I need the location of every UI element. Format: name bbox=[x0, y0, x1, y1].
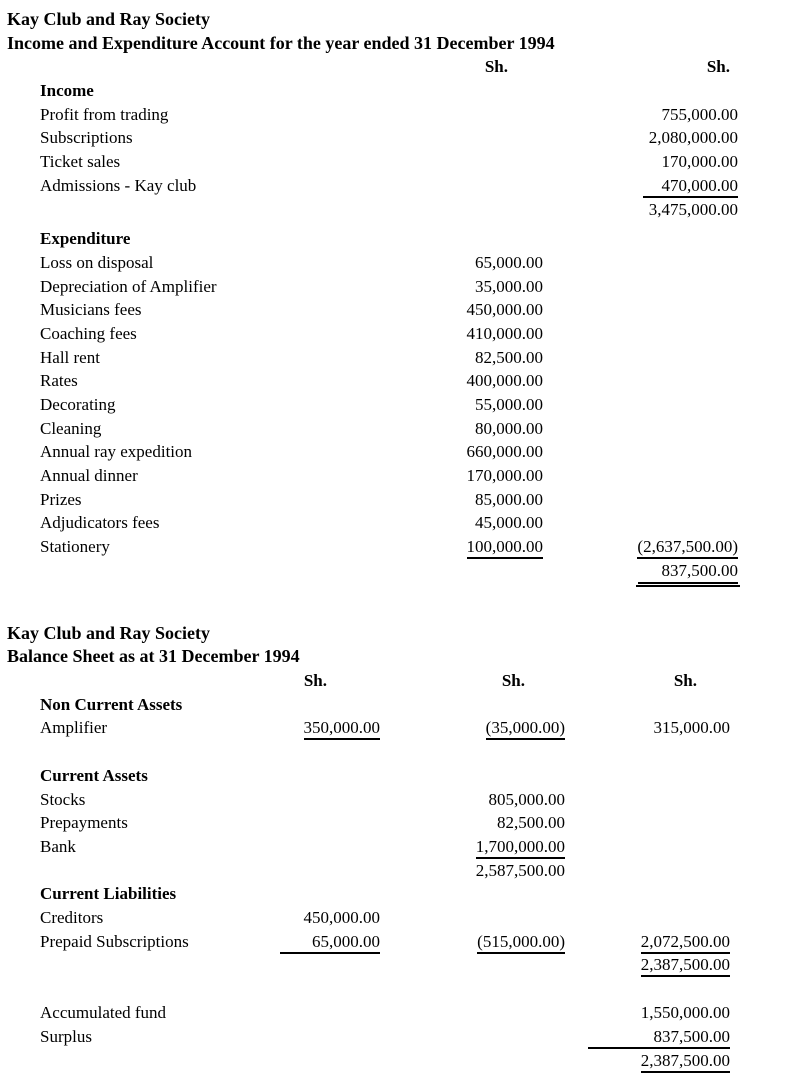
row-label: Depreciation of Amplifier bbox=[40, 276, 217, 296]
row-label: Subscriptions bbox=[40, 128, 133, 148]
table-row bbox=[7, 322, 793, 346]
row-amount: 45,000.00 bbox=[475, 513, 543, 533]
table-row bbox=[7, 150, 793, 174]
table-row bbox=[7, 251, 793, 275]
row-amount: 400,000.00 bbox=[466, 371, 543, 391]
non-current-assets-heading-row bbox=[7, 693, 793, 717]
row-amount-total-ruled: 65,000.00 bbox=[280, 932, 380, 954]
current-assets-heading: Current Assets bbox=[40, 765, 148, 785]
table-row bbox=[7, 417, 793, 441]
income-heading: Income bbox=[40, 81, 94, 101]
row-label: Prepayments bbox=[40, 813, 128, 833]
row-amount: 55,000.00 bbox=[475, 395, 543, 414]
income-total-row bbox=[7, 198, 793, 222]
table-row bbox=[7, 906, 793, 930]
net-current-liabilities-underlined: (515,000.00) bbox=[477, 932, 565, 954]
current-liabilities-heading: Current Liabilities bbox=[40, 884, 177, 904]
financed-total-row bbox=[7, 1049, 793, 1073]
table-row bbox=[7, 103, 793, 127]
surplus-total-row bbox=[7, 559, 793, 583]
current-assets-total: 2,587,500.00 bbox=[475, 860, 565, 880]
currency-header-right: Sh. bbox=[706, 57, 730, 77]
row-amount: 805,000.00 bbox=[488, 789, 565, 809]
row-amount-underlined: 470,000.00 bbox=[643, 176, 738, 198]
amplifier-depreciation-underlined: (35,000.00) bbox=[486, 718, 565, 740]
row-amount: 2,080,000.00 bbox=[648, 128, 738, 148]
balance-total-row bbox=[7, 953, 793, 977]
current-liabilities-heading-row bbox=[7, 882, 793, 906]
table-row bbox=[7, 811, 793, 835]
table-row bbox=[7, 440, 793, 464]
table-row bbox=[7, 298, 793, 322]
table-row bbox=[7, 1001, 793, 1025]
row-label: Annual dinner bbox=[40, 466, 138, 486]
row-label: Ticket sales bbox=[40, 152, 121, 172]
row-label: Decorating bbox=[40, 395, 116, 414]
row-label: Stationery bbox=[40, 537, 110, 557]
currency-header-col1: Sh. bbox=[303, 670, 327, 690]
row-label: Admissions - Kay club bbox=[40, 175, 197, 195]
row-amount: 82,500.00 bbox=[497, 813, 565, 833]
table-row bbox=[7, 535, 793, 559]
balance-sheet-title: Balance Sheet as at 31 December 1994 bbox=[7, 646, 300, 667]
balance-currency-header-row bbox=[7, 669, 793, 693]
row-label: Stocks bbox=[40, 789, 86, 809]
spacer bbox=[7, 55, 398, 79]
row-label: Rates bbox=[40, 371, 78, 391]
table-row bbox=[7, 346, 793, 370]
income-heading-row bbox=[7, 79, 793, 103]
row-amount: 80,000.00 bbox=[475, 418, 543, 438]
row-label: Coaching fees bbox=[40, 323, 137, 343]
row-label: Amplifier bbox=[40, 718, 108, 738]
expenditure-heading-row bbox=[7, 227, 793, 251]
table-row bbox=[7, 488, 793, 512]
row-amount: 450,000.00 bbox=[303, 908, 380, 928]
table-row bbox=[7, 126, 793, 150]
row-amount: 660,000.00 bbox=[466, 442, 543, 462]
income-total: 3,475,000.00 bbox=[648, 199, 738, 219]
table-row bbox=[7, 1025, 793, 1049]
table-row bbox=[7, 835, 793, 859]
table-row bbox=[7, 788, 793, 812]
expenditure-heading: Expenditure bbox=[40, 229, 131, 249]
row-amount-underlined: 100,000.00 bbox=[467, 537, 544, 559]
table-row bbox=[7, 174, 793, 198]
row-amount: 82,500.00 bbox=[475, 347, 543, 367]
income-currency-header-row bbox=[7, 55, 793, 79]
currency-header-col2: Sh. bbox=[501, 670, 525, 690]
balance-total-underlined: 2,387,500.00 bbox=[641, 955, 730, 977]
amplifier-net-book-value: 315,000.00 bbox=[653, 718, 730, 738]
table-row bbox=[7, 464, 793, 488]
row-amount: 65,000.00 bbox=[475, 252, 543, 272]
row-label: Musicians fees bbox=[40, 300, 142, 320]
prepaid-subscriptions-row bbox=[7, 930, 793, 954]
row-label: Profit from trading bbox=[40, 104, 169, 124]
row-label: Bank bbox=[40, 837, 76, 856]
current-assets-total-row bbox=[7, 859, 793, 883]
amplifier-row bbox=[7, 716, 793, 740]
row-label: Annual ray expedition bbox=[40, 442, 193, 462]
surplus-total-double-ruled: 837,500.00 bbox=[638, 561, 738, 584]
row-amount: 410,000.00 bbox=[466, 323, 543, 343]
currency-header-mid: Sh. bbox=[484, 57, 508, 77]
row-label: Surplus bbox=[40, 1026, 92, 1046]
row-label: Cleaning bbox=[40, 418, 102, 438]
row-amount: 450,000.00 bbox=[466, 300, 543, 320]
row-amount: 85,000.00 bbox=[475, 489, 543, 509]
row-amount-underlined: 1,700,000.00 bbox=[476, 837, 565, 859]
table-row bbox=[7, 393, 793, 417]
row-amount: 755,000.00 bbox=[661, 104, 738, 124]
amplifier-cost-underlined: 350,000.00 bbox=[304, 718, 381, 740]
table-row bbox=[7, 511, 793, 535]
row-label: Prizes bbox=[40, 489, 82, 509]
row-label: Loss on disposal bbox=[40, 252, 154, 272]
surplus-amount-total-ruled: 837,500.00 bbox=[588, 1027, 730, 1049]
row-amount: 1,550,000.00 bbox=[640, 1003, 730, 1023]
non-current-assets-heading: Non Current Assets bbox=[40, 694, 183, 714]
row-label: Hall rent bbox=[40, 347, 100, 367]
row-label: Accumulated fund bbox=[40, 1003, 167, 1023]
table-row bbox=[7, 369, 793, 393]
income-statement-title: Income and Expenditure Account for the year ended 31 December 1994 bbox=[7, 32, 555, 53]
net-current-assets-underlined: 2,072,500.00 bbox=[641, 932, 730, 954]
financed-total-underlined: 2,387,500.00 bbox=[641, 1051, 730, 1073]
table-row bbox=[7, 275, 793, 299]
expenditure-total: (2,637,500.00) bbox=[637, 537, 738, 559]
current-assets-heading-row bbox=[7, 764, 793, 788]
balance-sheet-org: Kay Club and Ray Society bbox=[7, 622, 211, 643]
row-amount: 170,000.00 bbox=[466, 466, 543, 486]
income-statement-org: Kay Club and Ray Society bbox=[7, 9, 211, 29]
row-label: Prepaid Subscriptions bbox=[40, 931, 189, 951]
row-amount: 35,000.00 bbox=[475, 276, 543, 296]
row-amount: 170,000.00 bbox=[661, 152, 738, 172]
currency-header-col3: Sh. bbox=[673, 670, 697, 690]
row-label: Creditors bbox=[40, 908, 104, 928]
row-label: Adjudicators fees bbox=[40, 513, 160, 533]
